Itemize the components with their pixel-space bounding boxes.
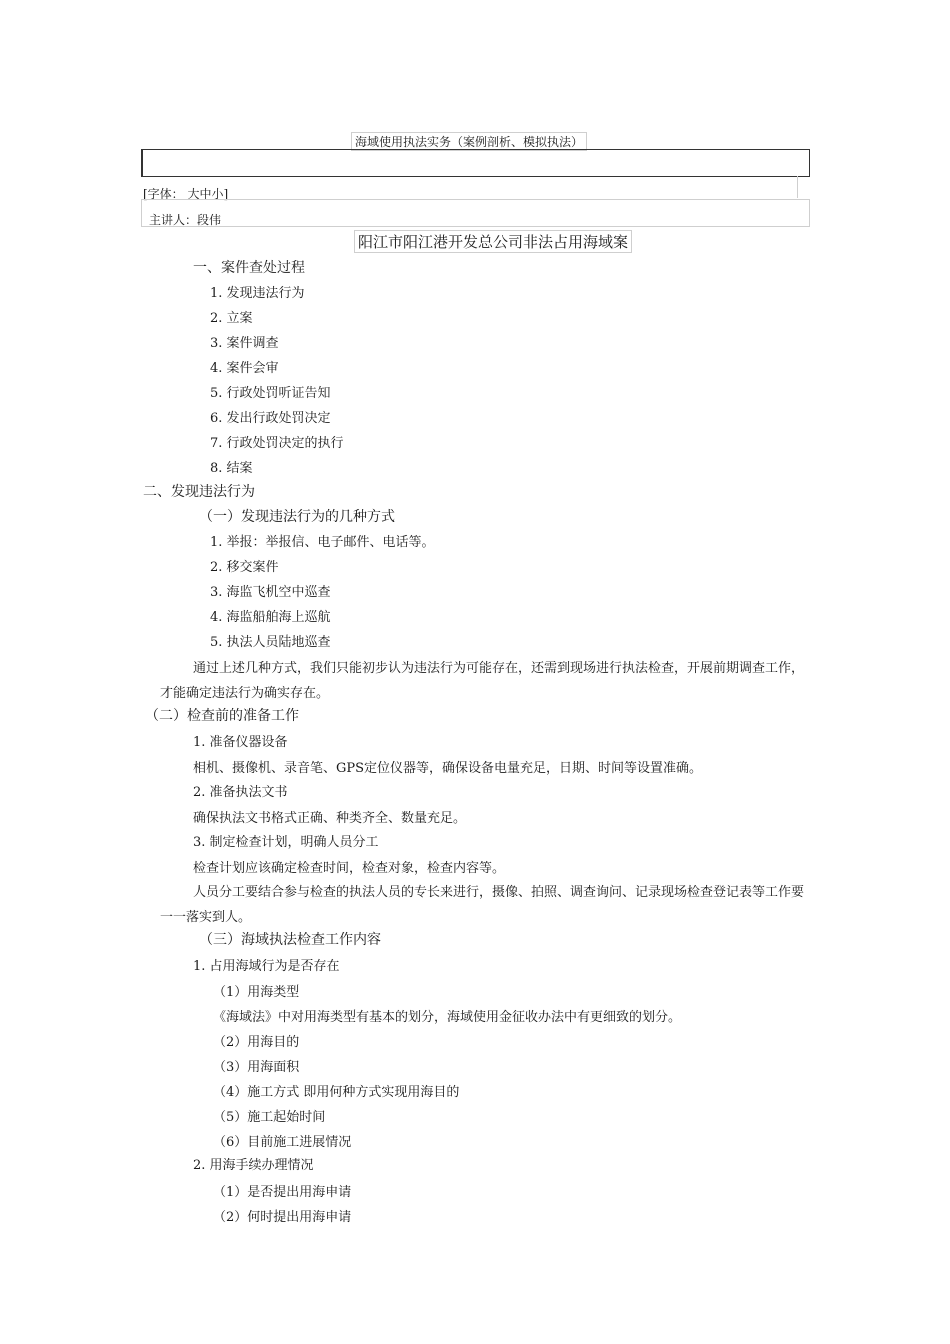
divider [797, 176, 798, 198]
subsection-heading: （一）发现违法行为的几种方式 [199, 509, 395, 525]
list-item: （5）施工起始时间 [213, 1110, 326, 1125]
list-item: 4. 海监船舶海上巡航 [210, 610, 331, 625]
list-item: 1. 准备仪器设备 [193, 735, 288, 750]
paragraph-line: 检查计划应该确定检查时间，检查对象，检查内容等。 [193, 861, 506, 876]
list-item: 3. 案件调查 [210, 336, 279, 351]
paragraph-line: 人员分工要结合参与检查的执法人员的专长来进行，摄像、拍照、调查询问、记录现场检查登记表等工作要 [193, 885, 805, 900]
list-item: （3）用海面积 [213, 1060, 300, 1075]
list-item: （4）施工方式 即用何种方式实现用海目的 [213, 1085, 460, 1100]
lecturer-box [141, 199, 810, 227]
list-item: 2. 移交案件 [210, 560, 279, 575]
list-item: 1. 发现违法行为 [210, 286, 305, 301]
lecturer-label: 主讲人：段伟 [149, 213, 222, 227]
list-item: （6）目前施工进展情况 [213, 1135, 352, 1150]
course-title: 海域使用执法实务（案例剖析、模拟执法） [351, 132, 587, 151]
list-item: （1）用海类型 [213, 985, 300, 1000]
list-item: 3. 制定检查计划，明确人员分工 [193, 835, 379, 850]
list-item: 1. 占用海域行为是否存在 [193, 959, 340, 974]
list-item: 7. 行政处罚决定的执行 [210, 436, 344, 451]
list-item: （2）用海目的 [213, 1035, 300, 1050]
subsection-heading: （二）检查前的准备工作 [145, 708, 299, 724]
list-item: 4. 案件会审 [210, 361, 279, 376]
list-item: 3. 海监飞机空中巡查 [210, 585, 331, 600]
font-size-selector[interactable]: [字体： 大中小] [143, 187, 229, 201]
list-item: （1）是否提出用海申请 [213, 1185, 352, 1200]
subsection-heading: （三）海域执法检查工作内容 [199, 932, 381, 948]
case-title: 阳江市阳江港开发总公司非法占用海域案 [354, 230, 632, 253]
list-item: 8. 结案 [210, 461, 253, 476]
header-box [141, 149, 810, 177]
section-2-heading: 二、发现违法行为 [143, 484, 255, 500]
list-item: 2. 用海手续办理情况 [193, 1158, 314, 1173]
list-item: （2）何时提出用海申请 [213, 1210, 352, 1225]
paragraph-line: 一一落实到人。 [160, 910, 252, 925]
list-item: 5. 执法人员陆地巡查 [210, 635, 331, 650]
paragraph-line: 确保执法文书格式正确、种类齐全、数量充足。 [193, 811, 467, 826]
list-item: 1. 举报：举报信、电子邮件、电话等。 [210, 535, 435, 550]
paragraph-line: 通过上述几种方式，我们只能初步认为违法行为可能存在，还需到现场进行执法检查，开展前期调查工作， [193, 661, 805, 676]
list-item: 2. 立案 [210, 311, 253, 326]
paragraph-line: 相机、摄像机、录音笔、GPS定位仪器等，确保设备电量充足，日期、时间等设置准确。 [193, 761, 703, 776]
paragraph-line: 《海域法》中对用海类型有基本的划分，海域使用金征收办法中有更细致的划分。 [213, 1010, 682, 1025]
list-item: 2. 准备执法文书 [193, 785, 288, 800]
section-1-heading: 一、案件查处过程 [193, 260, 305, 276]
list-item: 6. 发出行政处罚决定 [210, 411, 331, 426]
paragraph-line: 才能确定违法行为确实存在。 [160, 686, 330, 701]
list-item: 5. 行政处罚听证告知 [210, 386, 331, 401]
